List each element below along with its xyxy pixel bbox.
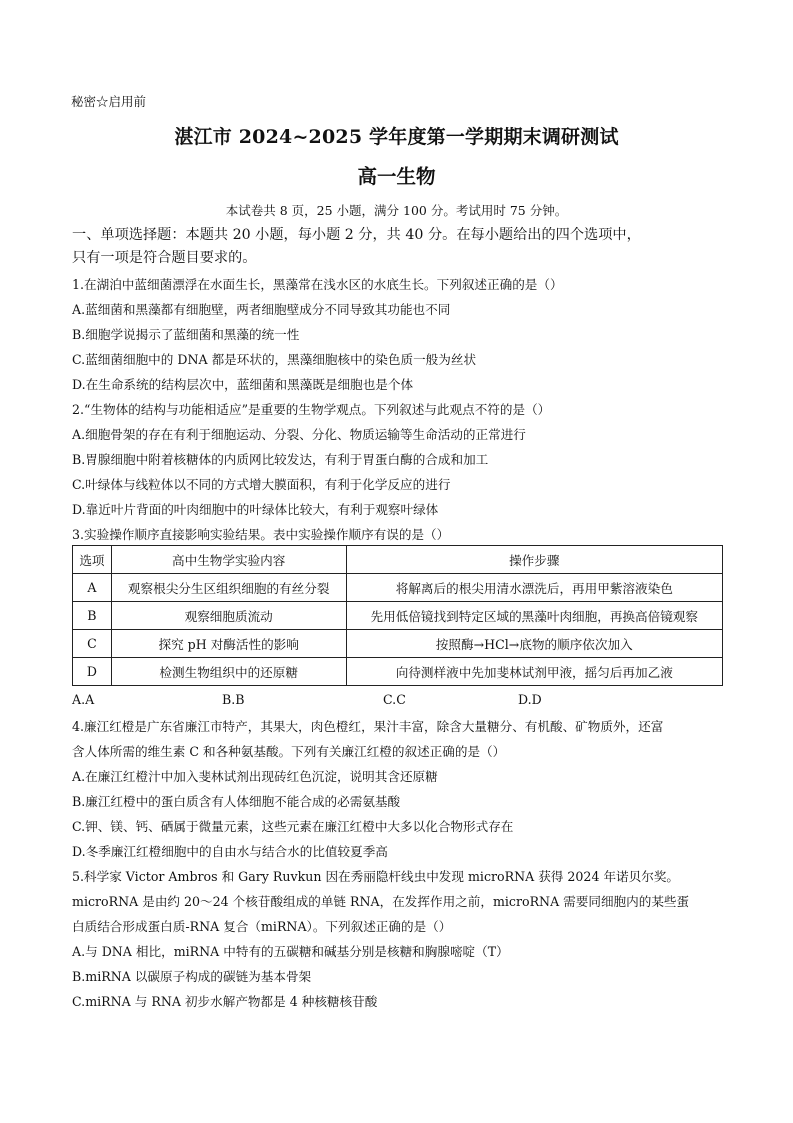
q2-option-d: D.靠近叶片背面的叶肉细胞中的叶绿体比较大，有利于观察叶绿体 xyxy=(72,502,439,517)
section-heading-cont: 只有一项是符合题目要求的。 xyxy=(72,250,257,266)
table-header: 高中生物学实验内容 xyxy=(111,546,346,574)
q3-option-b: B.B xyxy=(222,692,245,707)
q5-option-b: B.miRNA 以碳原子构成的碳链为基本骨架 xyxy=(72,969,312,984)
q2-option-a: A.细胞骨架的存在有利于细胞运动、分裂、分化、物质运输等生命活动的正常进行 xyxy=(72,427,526,442)
table-cell: B xyxy=(73,602,112,630)
q4-option-c: C.钾、镁、钙、硒属于微量元素，这些元素在廉江红橙中大多以化合物形式存在 xyxy=(72,819,514,834)
table-cell: D xyxy=(73,658,112,686)
q3-option-c: C.C xyxy=(383,692,406,707)
q5-stem-cont: microRNA 是由约 20～24 个核苷酸组成的单链 RNA，在发挥作用之前，microRNA 需要同细胞内的某些蛋 xyxy=(72,894,690,909)
table-cell: 按照酶→HCl→底物的顺序依次加入 xyxy=(346,630,723,658)
q4-stem: 4.廉江红橙是广东省廉江市特产，其果大，肉色橙红，果汁丰富，除含大量糖分、有机酸、矿物质外，还富 xyxy=(72,719,664,734)
table-header-row xyxy=(73,546,723,574)
table-header: 操作步骤 xyxy=(346,546,723,574)
q1-option-a: A.蓝细菌和黑藻都有细胞壁，两者细胞壁成分不同导致其功能也不同 xyxy=(72,302,451,317)
q3-stem: 3.实验操作顺序直接影响实验结果。表中实验操作顺序有误的是（） xyxy=(72,527,450,542)
q1-stem: 1.在湖泊中蓝细菌漂浮在水面生长，黑藻常在浅水区的水底生长。下列叙述正确的是（） xyxy=(72,277,563,292)
q5-stem-cont2: 白质结合形成蛋白质-RNA 复合（miRNA）。下列叙述正确的是（） xyxy=(72,919,452,934)
q3-options xyxy=(0,692,793,710)
section-heading: 一、单项选择题：本题共 20 小题，每小题 2 分，共 40 分。在每小题给出的四个选项中， xyxy=(72,227,641,243)
table-cell: 观察根尖分生区组织细胞的有丝分裂 xyxy=(111,574,346,602)
q4-stem-cont: 含人体所需的维生素 C 和各种氨基酸。下列有关廉江红橙的叙述正确的是（） xyxy=(72,744,506,759)
table-cell: A xyxy=(73,574,112,602)
q4-option-d: D.冬季廉江红橙细胞中的自由水与结合水的比值较夏季高 xyxy=(72,844,388,859)
table-row xyxy=(73,574,723,602)
q1-option-b: B.细胞学说揭示了蓝细菌和黑藻的统一性 xyxy=(72,327,300,342)
table-cell: 观察细胞质流动 xyxy=(111,602,346,630)
q4-option-b: B.廉江红橙中的蛋白质含有人体细胞不能合成的必需氨基酸 xyxy=(72,794,401,809)
experiment-table xyxy=(72,545,723,686)
q2-stem: 2.“生物体的结构与功能相适应”是重要的生物学观点。下列叙述与此观点不符的是（） xyxy=(72,402,551,417)
q2-option-b: B.胃腺细胞中附着核糖体的内质网比较发达，有利于胃蛋白酶的合成和加工 xyxy=(72,452,489,467)
exam-title: 湛江市 2024~2025 学年度第一学期期末调研测试 xyxy=(174,126,619,148)
confidential-mark: 秘密☆启用前 xyxy=(71,94,147,109)
table-header: 选项 xyxy=(73,546,112,574)
q5-option-c: C.miRNA 与 RNA 初步水解产物都是 4 种核糖核苷酸 xyxy=(72,994,378,1009)
exam-subject: 高一生物 xyxy=(357,165,436,188)
table-cell: 向待测样液中先加斐林试剂甲液，摇匀后再加乙液 xyxy=(346,658,723,686)
table-row xyxy=(73,658,723,686)
q1-option-d: D.在生命系统的结构层次中，蓝细菌和黑藻既是细胞也是个体 xyxy=(72,377,414,392)
table-cell: 先用低倍镜找到特定区域的黑藻叶肉细胞，再换高倍镜观察 xyxy=(346,602,723,630)
table-cell: 将解离后的根尖用清水漂洗后，再用甲紫溶液染色 xyxy=(346,574,723,602)
q5-option-a: A.与 DNA 相比，miRNA 中特有的五碳糖和碱基分别是核糖和胸腺嘧啶（T） xyxy=(72,944,509,959)
q1-option-c: C.蓝细菌细胞中的 DNA 都是环状的，黑藻细胞核中的染色质一般为丝状 xyxy=(72,352,477,367)
table-row xyxy=(73,602,723,630)
q5-stem: 5.科学家 Victor Ambros 和 Gary Ruvkun 因在秀丽隐杆线虫中发现 microRNA 获得 2024 年诺贝尔奖。 xyxy=(72,869,680,884)
exam-info: 本试卷共 8 页，25 小题，满分 100 分。考试用时 75 分钟。 xyxy=(225,203,568,218)
table-cell: 探究 pH 对酶活性的影响 xyxy=(111,630,346,658)
table-cell: C xyxy=(73,630,112,658)
q2-option-c: C.叶绿体与线粒体以不同的方式增大膜面积，有利于化学反应的进行 xyxy=(72,477,451,492)
q3-option-a: A.A xyxy=(72,692,95,707)
q3-option-d: D.D xyxy=(518,692,542,707)
table-row xyxy=(73,630,723,658)
table-cell: 检测生物组织中的还原糖 xyxy=(111,658,346,686)
q4-option-a: A.在廉江红橙汁中加入斐林试剂出现砖红色沉淀，说明其含还原糖 xyxy=(72,769,438,784)
